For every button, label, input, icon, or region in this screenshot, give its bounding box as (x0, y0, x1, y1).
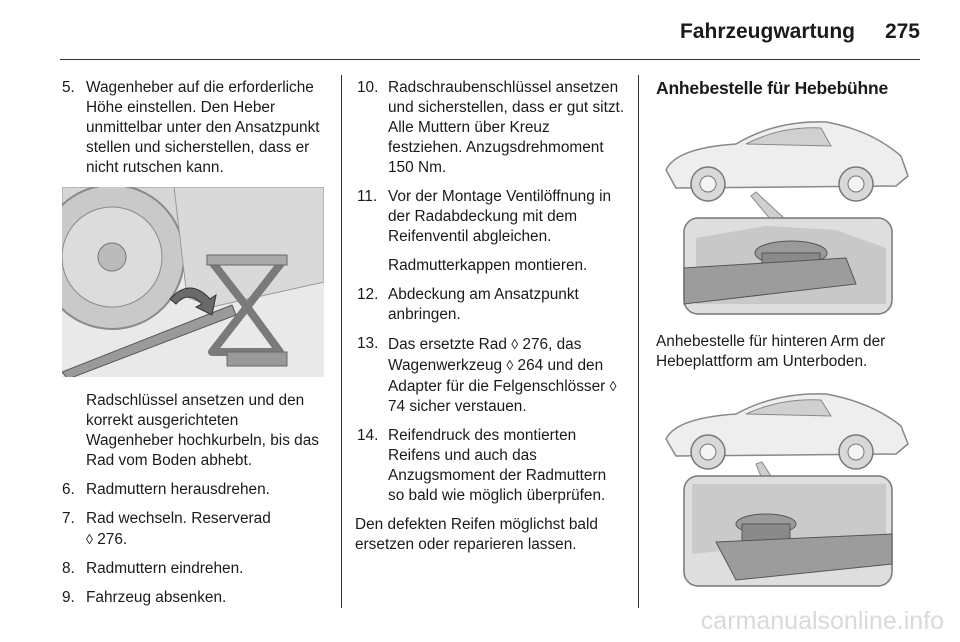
step-number: 11. (357, 188, 378, 205)
step-number: 13. (357, 335, 379, 352)
step-number: 5. (62, 79, 75, 96)
chapter-title: Fahrzeugwartung (679, 20, 855, 43)
step-text: Das ersetzte Rad ◊ 276, das Wagenwerkzeug ◊ 264 und den Adapter für die Felgenschlösser ◊ 74 sicher verstauen. (388, 336, 617, 415)
page-ref-arrow-icon: ◊ (609, 378, 617, 394)
step-number: 9. (62, 589, 75, 606)
step-7 (62, 509, 324, 550)
step-number: 10. (357, 79, 379, 96)
step-11-continuation: Radmutterkappen montieren. (388, 257, 588, 274)
step-number: 7. (62, 510, 75, 527)
watermark: carmanualsonline.info (700, 607, 944, 635)
page-ref-arrow-icon: ◊ (511, 336, 519, 352)
page-number: 275 (884, 20, 920, 43)
column-1 (62, 78, 324, 617)
step-5 (62, 78, 324, 178)
step-text: Radschraubenschlüssel ansetzen und sicherstellen, dass er gut sitzt. Alle Muttern über Kreuz festziehen. Anzugsdrehmoment 150 Nm. (388, 79, 625, 176)
step-6 (62, 480, 324, 500)
jack-illustration (62, 187, 324, 377)
page-ref: 276. (92, 531, 128, 548)
page-ref-arrow-icon: ◊ (86, 531, 93, 547)
page-header (0, 0, 960, 60)
step-text: Reifendruck des montierten Reifens und auch das Anzugsmoment der Radmuttern so bald wie möglich überprüfen. (388, 427, 607, 504)
step-number: 6. (62, 481, 75, 498)
step-13 (357, 334, 625, 417)
step-5-caption: Radschlüssel ansetzen und den korrekt ausgerichteten Wagenheber hochkurbeln, bis das Rad vom Boden abhebt. (86, 392, 320, 469)
step-text: Vor der Montage Ventilöffnung in der Radabdeckung mit dem Reifenventil abgleichen. (388, 188, 612, 245)
step-text: Fahrzeug absenken. (86, 589, 227, 606)
step-9 (62, 588, 324, 608)
step-text: Rad wechseln. Reserverad (86, 510, 271, 527)
final-note: Den defekten Reifen möglichst bald ersetzen oder reparieren lassen. (355, 516, 598, 553)
step-text: Wagenheber auf die erforderliche Höhe einstellen. Den Heber unmittelbar unter den Ansatzpunkt stellen und sicherstellen, dass er nicht rutschen kann. (86, 79, 320, 176)
page-ref-arrow-icon: ◊ (506, 357, 514, 373)
step-8 (62, 559, 324, 579)
lift-point-caption: Anhebestelle für hinteren Arm der Hebeplattform am Unterboden. (656, 333, 886, 370)
step-11 (357, 187, 625, 247)
step-text: Radmuttern herausdrehen. (86, 481, 270, 498)
step-number: 14. (357, 427, 379, 444)
column-divider-1 (341, 75, 342, 608)
section-heading: Anhebestelle für Hebebühne (656, 78, 889, 98)
step-12 (357, 285, 625, 325)
column-2 (357, 78, 625, 555)
step-14 (357, 426, 625, 506)
column-divider-2 (638, 75, 639, 608)
step-number: 8. (62, 560, 75, 577)
step-number: 12. (357, 286, 379, 303)
header-rule (60, 59, 920, 60)
step-text: Radmuttern eindrehen. (86, 560, 244, 577)
lift-point-rear-illustration (656, 384, 918, 589)
step-text: Abdeckung am Ansatzpunkt anbringen. (388, 286, 579, 323)
step-10 (357, 78, 625, 178)
lift-point-front-illustration (656, 108, 918, 318)
column-3 (656, 78, 926, 589)
